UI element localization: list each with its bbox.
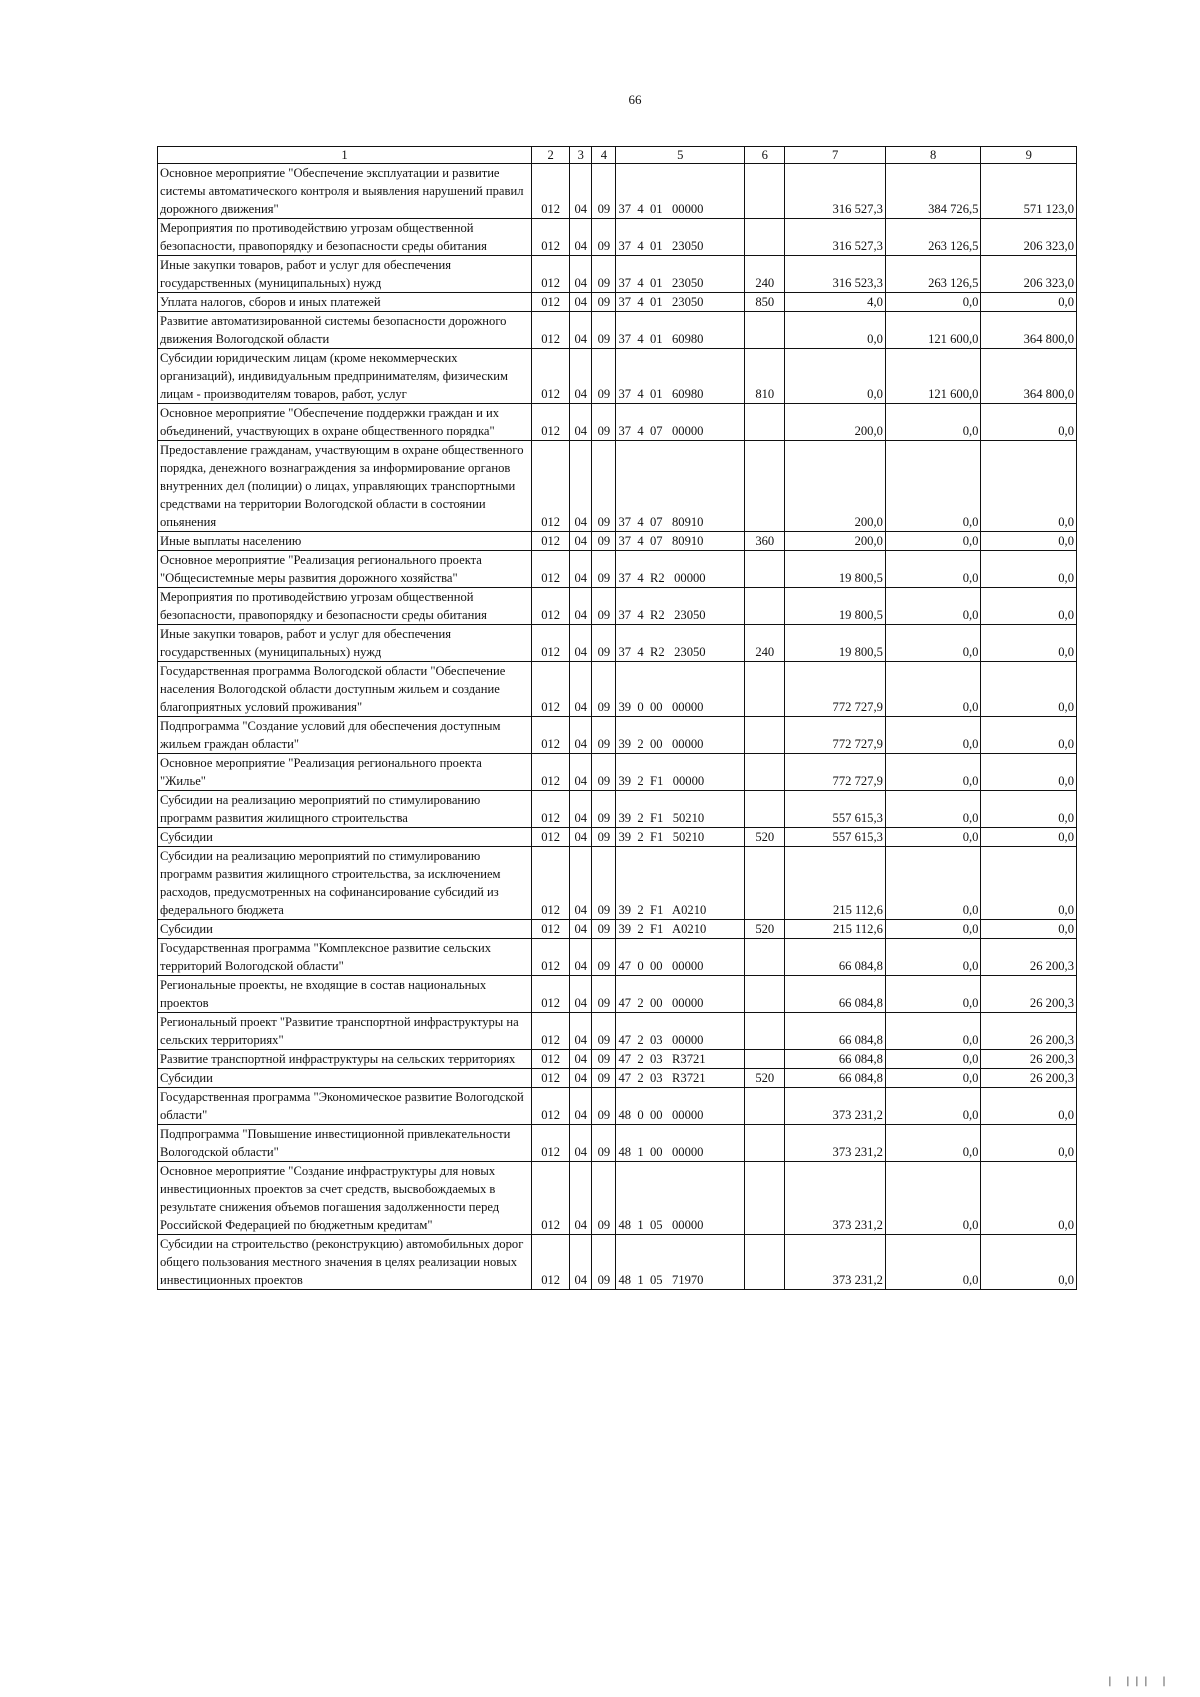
cell-c7: 200,0 bbox=[785, 404, 886, 441]
cell-c3: 04 bbox=[570, 404, 592, 441]
cell-c4: 09 bbox=[592, 976, 616, 1013]
row-name-cell: Основное мероприятие "Обеспечение поддержки граждан и их объединений, участвующих в охране общественного порядка" bbox=[158, 404, 532, 441]
cell-c3: 04 bbox=[570, 441, 592, 532]
cell-c4: 09 bbox=[592, 219, 616, 256]
cell-c9: 26 200,3 bbox=[981, 1069, 1077, 1088]
column-header: 9 bbox=[981, 147, 1077, 164]
cell-c8: 121 600,0 bbox=[885, 312, 981, 349]
cell-c5: 39 2 00 00000 bbox=[616, 717, 745, 754]
cell-c6 bbox=[745, 791, 785, 828]
cell-c8: 0,0 bbox=[885, 662, 981, 717]
cell-c2: 012 bbox=[532, 920, 570, 939]
table-row bbox=[158, 532, 1077, 551]
row-name-cell: Субсидии bbox=[158, 828, 532, 847]
cell-c6 bbox=[745, 164, 785, 219]
cell-c3: 04 bbox=[570, 551, 592, 588]
cell-c7: 66 084,8 bbox=[785, 1069, 886, 1088]
cell-c7: 0,0 bbox=[785, 312, 886, 349]
cell-c7: 19 800,5 bbox=[785, 625, 886, 662]
cell-c3: 04 bbox=[570, 532, 592, 551]
cell-c2: 012 bbox=[532, 1125, 570, 1162]
cell-c6 bbox=[745, 1235, 785, 1290]
row-name-cell: Субсидии юридическим лицам (кроме некоммерческих организаций), индивидуальным предпринимателям, физическим лицам - производителям товаров, работ, услуг bbox=[158, 349, 532, 404]
column-header: 7 bbox=[785, 147, 886, 164]
cell-c7: 200,0 bbox=[785, 441, 886, 532]
cell-c5: 37 4 07 00000 bbox=[616, 404, 745, 441]
cell-c2: 012 bbox=[532, 1235, 570, 1290]
cell-c3: 04 bbox=[570, 791, 592, 828]
cell-c4: 09 bbox=[592, 441, 616, 532]
table-row bbox=[158, 754, 1077, 791]
cell-c4: 09 bbox=[592, 1013, 616, 1050]
cell-c2: 012 bbox=[532, 404, 570, 441]
cell-c4: 09 bbox=[592, 920, 616, 939]
cell-c5: 39 2 F1 50210 bbox=[616, 828, 745, 847]
cell-c2: 012 bbox=[532, 349, 570, 404]
cell-c3: 04 bbox=[570, 1050, 592, 1069]
cell-c9: 0,0 bbox=[981, 1235, 1077, 1290]
cell-c8: 0,0 bbox=[885, 441, 981, 532]
row-name-cell: Иные закупки товаров, работ и услуг для обеспечения государственных (муниципальных) нужд bbox=[158, 256, 532, 293]
column-header: 8 bbox=[885, 147, 981, 164]
cell-c7: 772 727,9 bbox=[785, 754, 886, 791]
cell-c8: 0,0 bbox=[885, 1125, 981, 1162]
cell-c8: 0,0 bbox=[885, 625, 981, 662]
cell-c5: 37 4 01 23050 bbox=[616, 256, 745, 293]
cell-c5: 47 2 03 R3721 bbox=[616, 1069, 745, 1088]
cell-c6: 520 bbox=[745, 920, 785, 939]
cell-c9: 0,0 bbox=[981, 625, 1077, 662]
cell-c8: 0,0 bbox=[885, 791, 981, 828]
cell-c5: 47 2 03 R3721 bbox=[616, 1050, 745, 1069]
row-name-cell: Иные закупки товаров, работ и услуг для обеспечения государственных (муниципальных) нужд bbox=[158, 625, 532, 662]
cell-c3: 04 bbox=[570, 1125, 592, 1162]
page-number: 66 bbox=[628, 92, 642, 107]
cell-c6 bbox=[745, 441, 785, 532]
cell-c8: 0,0 bbox=[885, 293, 981, 312]
cell-c5: 37 4 01 60980 bbox=[616, 349, 745, 404]
cell-c5: 48 1 05 71970 bbox=[616, 1235, 745, 1290]
cell-c3: 04 bbox=[570, 920, 592, 939]
cell-c8: 121 600,0 bbox=[885, 349, 981, 404]
cell-c4: 09 bbox=[592, 404, 616, 441]
cell-c3: 04 bbox=[570, 293, 592, 312]
cell-c9: 0,0 bbox=[981, 404, 1077, 441]
cell-c2: 012 bbox=[532, 1013, 570, 1050]
cell-c6: 520 bbox=[745, 828, 785, 847]
cell-c2: 012 bbox=[532, 312, 570, 349]
table-row bbox=[158, 164, 1077, 219]
cell-c4: 09 bbox=[592, 256, 616, 293]
cell-c2: 012 bbox=[532, 293, 570, 312]
cell-c7: 66 084,8 bbox=[785, 976, 886, 1013]
table-row bbox=[158, 1013, 1077, 1050]
cell-c4: 09 bbox=[592, 1125, 616, 1162]
cell-c3: 04 bbox=[570, 312, 592, 349]
column-header: 6 bbox=[745, 147, 785, 164]
row-name-cell: Государственная программа "Комплексное развитие сельских территорий Вологодской области" bbox=[158, 939, 532, 976]
cell-c8: 263 126,5 bbox=[885, 219, 981, 256]
cell-c3: 04 bbox=[570, 847, 592, 920]
cell-c4: 09 bbox=[592, 532, 616, 551]
table-row bbox=[158, 293, 1077, 312]
cell-c7: 19 800,5 bbox=[785, 588, 886, 625]
cell-c4: 09 bbox=[592, 717, 616, 754]
table-row bbox=[158, 404, 1077, 441]
table-row bbox=[158, 717, 1077, 754]
cell-c8: 0,0 bbox=[885, 847, 981, 920]
cell-c9: 0,0 bbox=[981, 588, 1077, 625]
cell-c5: 37 4 07 80910 bbox=[616, 441, 745, 532]
cell-c7: 373 231,2 bbox=[785, 1125, 886, 1162]
table-row bbox=[158, 828, 1077, 847]
cell-c3: 04 bbox=[570, 1069, 592, 1088]
cell-c5: 37 4 01 23050 bbox=[616, 219, 745, 256]
cell-c3: 04 bbox=[570, 256, 592, 293]
cell-c4: 09 bbox=[592, 662, 616, 717]
cell-c7: 19 800,5 bbox=[785, 551, 886, 588]
cell-c7: 772 727,9 bbox=[785, 662, 886, 717]
cell-c5: 48 0 00 00000 bbox=[616, 1088, 745, 1125]
row-name-cell: Субсидии на реализацию мероприятий по стимулированию программ развития жилищного строительства bbox=[158, 791, 532, 828]
column-header: 3 bbox=[570, 147, 592, 164]
cell-c5: 39 2 F1 A0210 bbox=[616, 847, 745, 920]
cell-c3: 04 bbox=[570, 625, 592, 662]
cell-c4: 09 bbox=[592, 847, 616, 920]
budget-table bbox=[157, 146, 1077, 1290]
row-name-cell: Предоставление гражданам, участвующим в охране общественного порядка, денежного вознаграждения за информирование органов внутренних дел (полиции) о лицах, управляющих транспортными средствами на территории Вологодской области в состоянии опьянения bbox=[158, 441, 532, 532]
cell-c5: 37 4 01 00000 bbox=[616, 164, 745, 219]
cell-c5: 39 2 F1 A0210 bbox=[616, 920, 745, 939]
cell-c8: 0,0 bbox=[885, 1162, 981, 1235]
table-row bbox=[158, 312, 1077, 349]
cell-c7: 0,0 bbox=[785, 349, 886, 404]
cell-c2: 012 bbox=[532, 532, 570, 551]
table-row bbox=[158, 441, 1077, 532]
cell-c9: 0,0 bbox=[981, 791, 1077, 828]
cell-c8: 0,0 bbox=[885, 1050, 981, 1069]
cell-c2: 012 bbox=[532, 662, 570, 717]
cell-c5: 39 2 F1 50210 bbox=[616, 791, 745, 828]
cell-c3: 04 bbox=[570, 164, 592, 219]
cell-c8: 0,0 bbox=[885, 588, 981, 625]
cell-c6 bbox=[745, 662, 785, 717]
cell-c8: 263 126,5 bbox=[885, 256, 981, 293]
cell-c8: 0,0 bbox=[885, 717, 981, 754]
cell-c6 bbox=[745, 551, 785, 588]
cell-c4: 09 bbox=[592, 349, 616, 404]
cell-c7: 4,0 bbox=[785, 293, 886, 312]
cell-c2: 012 bbox=[532, 828, 570, 847]
cell-c8: 0,0 bbox=[885, 939, 981, 976]
cell-c8: 0,0 bbox=[885, 404, 981, 441]
cell-c8: 0,0 bbox=[885, 828, 981, 847]
cell-c9: 0,0 bbox=[981, 847, 1077, 920]
cell-c8: 0,0 bbox=[885, 1235, 981, 1290]
cell-c7: 557 615,3 bbox=[785, 828, 886, 847]
cell-c5: 37 4 07 80910 bbox=[616, 532, 745, 551]
cell-c9: 0,0 bbox=[981, 551, 1077, 588]
row-name-cell: Основное мероприятие "Реализация регионального проекта "Жилье" bbox=[158, 754, 532, 791]
cell-c5: 47 2 00 00000 bbox=[616, 976, 745, 1013]
row-name-cell: Развитие транспортной инфраструктуры на сельских территориях bbox=[158, 1050, 532, 1069]
cell-c9: 364 800,0 bbox=[981, 312, 1077, 349]
cell-c6 bbox=[745, 939, 785, 976]
cell-c2: 012 bbox=[532, 1088, 570, 1125]
cell-c8: 0,0 bbox=[885, 551, 981, 588]
cell-c7: 373 231,2 bbox=[785, 1162, 886, 1235]
column-header: 1 bbox=[158, 147, 532, 164]
cell-c5: 37 4 R2 23050 bbox=[616, 588, 745, 625]
cell-c4: 09 bbox=[592, 939, 616, 976]
cell-c4: 09 bbox=[592, 293, 616, 312]
cell-c6 bbox=[745, 1162, 785, 1235]
cell-c4: 09 bbox=[592, 1162, 616, 1235]
cell-c6 bbox=[745, 754, 785, 791]
cell-c7: 66 084,8 bbox=[785, 1050, 886, 1069]
row-name-cell: Подпрограмма "Повышение инвестиционной привлекательности Вологодской области" bbox=[158, 1125, 532, 1162]
table-row bbox=[158, 976, 1077, 1013]
row-name-cell: Основное мероприятие "Создание инфраструктуры для новых инвестиционных проектов за счет средств, высвобождаемых в результате снижения объемов погашения задолженности перед Российской Федерацией по бюджетным кредитам" bbox=[158, 1162, 532, 1235]
cell-c2: 012 bbox=[532, 1162, 570, 1235]
cell-c7: 557 615,3 bbox=[785, 791, 886, 828]
cell-c3: 04 bbox=[570, 588, 592, 625]
cell-c9: 0,0 bbox=[981, 532, 1077, 551]
cell-c9: 0,0 bbox=[981, 441, 1077, 532]
cell-c4: 09 bbox=[592, 312, 616, 349]
cell-c9: 0,0 bbox=[981, 1125, 1077, 1162]
row-name-cell: Иные выплаты населению bbox=[158, 532, 532, 551]
cell-c5: 48 1 00 00000 bbox=[616, 1125, 745, 1162]
cell-c9: 0,0 bbox=[981, 920, 1077, 939]
column-header: 2 bbox=[532, 147, 570, 164]
cell-c2: 012 bbox=[532, 1050, 570, 1069]
cell-c6: 240 bbox=[745, 256, 785, 293]
table-row bbox=[158, 662, 1077, 717]
cell-c4: 09 bbox=[592, 551, 616, 588]
row-name-cell: Субсидии bbox=[158, 1069, 532, 1088]
cell-c2: 012 bbox=[532, 1069, 570, 1088]
cell-c9: 206 323,0 bbox=[981, 256, 1077, 293]
cell-c7: 316 523,3 bbox=[785, 256, 886, 293]
scan-edge-marks: | ||| | bbox=[1106, 1676, 1170, 1687]
header-row bbox=[158, 147, 1077, 164]
cell-c4: 09 bbox=[592, 1069, 616, 1088]
cell-c8: 0,0 bbox=[885, 920, 981, 939]
cell-c8: 0,0 bbox=[885, 754, 981, 791]
cell-c6 bbox=[745, 1013, 785, 1050]
cell-c2: 012 bbox=[532, 164, 570, 219]
cell-c7: 373 231,2 bbox=[785, 1235, 886, 1290]
cell-c3: 04 bbox=[570, 219, 592, 256]
cell-c3: 04 bbox=[570, 349, 592, 404]
cell-c5: 37 4 R2 23050 bbox=[616, 625, 745, 662]
cell-c2: 012 bbox=[532, 847, 570, 920]
cell-c9: 364 800,0 bbox=[981, 349, 1077, 404]
table-row bbox=[158, 1050, 1077, 1069]
row-name-cell: Государственная программа "Экономическое развитие Вологодской области" bbox=[158, 1088, 532, 1125]
cell-c3: 04 bbox=[570, 1162, 592, 1235]
cell-c7: 215 112,6 bbox=[785, 847, 886, 920]
cell-c4: 09 bbox=[592, 828, 616, 847]
cell-c2: 012 bbox=[532, 717, 570, 754]
table-row bbox=[158, 1162, 1077, 1235]
cell-c3: 04 bbox=[570, 662, 592, 717]
cell-c9: 0,0 bbox=[981, 717, 1077, 754]
cell-c8: 0,0 bbox=[885, 1088, 981, 1125]
cell-c2: 012 bbox=[532, 441, 570, 532]
table-row bbox=[158, 625, 1077, 662]
cell-c9: 26 200,3 bbox=[981, 1013, 1077, 1050]
cell-c4: 09 bbox=[592, 625, 616, 662]
cell-c3: 04 bbox=[570, 828, 592, 847]
cell-c2: 012 bbox=[532, 551, 570, 588]
cell-c9: 0,0 bbox=[981, 293, 1077, 312]
cell-c2: 012 bbox=[532, 791, 570, 828]
table-row bbox=[158, 939, 1077, 976]
cell-c2: 012 bbox=[532, 939, 570, 976]
cell-c4: 09 bbox=[592, 1235, 616, 1290]
table-row bbox=[158, 256, 1077, 293]
cell-c6 bbox=[745, 404, 785, 441]
row-name-cell: Региональный проект "Развитие транспортной инфраструктуры на сельских территориях" bbox=[158, 1013, 532, 1050]
row-name-cell: Государственная программа Вологодской области "Обеспечение населения Вологодской области доступным жильем и создание благоприятных условий проживания" bbox=[158, 662, 532, 717]
cell-c6: 810 bbox=[745, 349, 785, 404]
cell-c2: 012 bbox=[532, 588, 570, 625]
row-name-cell: Основное мероприятие "Реализация регионального проекта "Общесистемные меры развития дорожного хозяйства" bbox=[158, 551, 532, 588]
row-name-cell: Мероприятия по противодействию угрозам общественной безопасности, правопорядку и безопасности среды обитания bbox=[158, 219, 532, 256]
cell-c9: 0,0 bbox=[981, 662, 1077, 717]
row-name-cell: Субсидии на строительство (реконструкцию) автомобильных дорог общего пользования местного значения в целях реализации новых инвестиционных проектов bbox=[158, 1235, 532, 1290]
table-row bbox=[158, 920, 1077, 939]
table-row bbox=[158, 1069, 1077, 1088]
row-name-cell: Мероприятия по противодействию угрозам общественной безопасности, правопорядку и безопасности среды обитания bbox=[158, 588, 532, 625]
cell-c8: 0,0 bbox=[885, 1013, 981, 1050]
table-row bbox=[158, 588, 1077, 625]
cell-c9: 0,0 bbox=[981, 1162, 1077, 1235]
cell-c2: 012 bbox=[532, 219, 570, 256]
cell-c5: 47 2 03 00000 bbox=[616, 1013, 745, 1050]
row-name-cell: Развитие автоматизированной системы безопасности дорожного движения Вологодской области bbox=[158, 312, 532, 349]
cell-c5: 48 1 05 00000 bbox=[616, 1162, 745, 1235]
cell-c6 bbox=[745, 1125, 785, 1162]
cell-c7: 316 527,3 bbox=[785, 164, 886, 219]
cell-c6 bbox=[745, 1050, 785, 1069]
cell-c5: 39 0 00 00000 bbox=[616, 662, 745, 717]
cell-c4: 09 bbox=[592, 1088, 616, 1125]
cell-c9: 571 123,0 bbox=[981, 164, 1077, 219]
cell-c7: 200,0 bbox=[785, 532, 886, 551]
cell-c3: 04 bbox=[570, 976, 592, 1013]
cell-c3: 04 bbox=[570, 1088, 592, 1125]
cell-c2: 012 bbox=[532, 256, 570, 293]
cell-c8: 0,0 bbox=[885, 532, 981, 551]
cell-c4: 09 bbox=[592, 754, 616, 791]
cell-c7: 373 231,2 bbox=[785, 1088, 886, 1125]
cell-c6: 520 bbox=[745, 1069, 785, 1088]
cell-c9: 0,0 bbox=[981, 754, 1077, 791]
cell-c6 bbox=[745, 717, 785, 754]
cell-c3: 04 bbox=[570, 717, 592, 754]
cell-c7: 316 527,3 bbox=[785, 219, 886, 256]
cell-c5: 37 4 01 23050 bbox=[616, 293, 745, 312]
row-name-cell: Региональные проекты, не входящие в состав национальных проектов bbox=[158, 976, 532, 1013]
cell-c7: 215 112,6 bbox=[785, 920, 886, 939]
cell-c7: 66 084,8 bbox=[785, 1013, 886, 1050]
cell-c4: 09 bbox=[592, 791, 616, 828]
table-row bbox=[158, 349, 1077, 404]
cell-c5: 37 4 R2 00000 bbox=[616, 551, 745, 588]
cell-c6 bbox=[745, 1088, 785, 1125]
row-name-cell: Уплата налогов, сборов и иных платежей bbox=[158, 293, 532, 312]
cell-c9: 0,0 bbox=[981, 1088, 1077, 1125]
cell-c5: 37 4 01 60980 bbox=[616, 312, 745, 349]
cell-c8: 0,0 bbox=[885, 976, 981, 1013]
column-header: 4 bbox=[592, 147, 616, 164]
cell-c5: 47 0 00 00000 bbox=[616, 939, 745, 976]
cell-c4: 09 bbox=[592, 164, 616, 219]
cell-c3: 04 bbox=[570, 1235, 592, 1290]
cell-c9: 0,0 bbox=[981, 828, 1077, 847]
table-row bbox=[158, 1125, 1077, 1162]
cell-c6 bbox=[745, 312, 785, 349]
cell-c7: 772 727,9 bbox=[785, 717, 886, 754]
cell-c2: 012 bbox=[532, 754, 570, 791]
cell-c6 bbox=[745, 847, 785, 920]
cell-c7: 66 084,8 bbox=[785, 939, 886, 976]
cell-c6: 850 bbox=[745, 293, 785, 312]
cell-c8: 0,0 bbox=[885, 1069, 981, 1088]
cell-c9: 26 200,3 bbox=[981, 976, 1077, 1013]
table-row bbox=[158, 551, 1077, 588]
cell-c6 bbox=[745, 219, 785, 256]
table-row bbox=[158, 1088, 1077, 1125]
column-header: 5 bbox=[616, 147, 745, 164]
cell-c9: 26 200,3 bbox=[981, 1050, 1077, 1069]
cell-c5: 39 2 F1 00000 bbox=[616, 754, 745, 791]
cell-c9: 206 323,0 bbox=[981, 219, 1077, 256]
cell-c4: 09 bbox=[592, 1050, 616, 1069]
table-row bbox=[158, 1235, 1077, 1290]
row-name-cell: Основное мероприятие "Обеспечение эксплуатации и развитие системы автоматического контроля и выявления нарушений правил дорожного движения" bbox=[158, 164, 532, 219]
row-name-cell: Подпрограмма "Создание условий для обеспечения доступным жильем граждан области" bbox=[158, 717, 532, 754]
cell-c3: 04 bbox=[570, 939, 592, 976]
table-row bbox=[158, 791, 1077, 828]
cell-c2: 012 bbox=[532, 625, 570, 662]
cell-c8: 384 726,5 bbox=[885, 164, 981, 219]
row-name-cell: Субсидии на реализацию мероприятий по стимулированию программ развития жилищного строительства, за исключением расходов, предусмотренных на софинансирование субсидий из федерального бюджета bbox=[158, 847, 532, 920]
cell-c2: 012 bbox=[532, 976, 570, 1013]
cell-c6: 360 bbox=[745, 532, 785, 551]
cell-c6 bbox=[745, 588, 785, 625]
cell-c6 bbox=[745, 976, 785, 1013]
cell-c9: 26 200,3 bbox=[981, 939, 1077, 976]
row-name-cell: Субсидии bbox=[158, 920, 532, 939]
table-row bbox=[158, 219, 1077, 256]
cell-c4: 09 bbox=[592, 588, 616, 625]
cell-c6: 240 bbox=[745, 625, 785, 662]
table-row bbox=[158, 847, 1077, 920]
cell-c3: 04 bbox=[570, 754, 592, 791]
cell-c3: 04 bbox=[570, 1013, 592, 1050]
